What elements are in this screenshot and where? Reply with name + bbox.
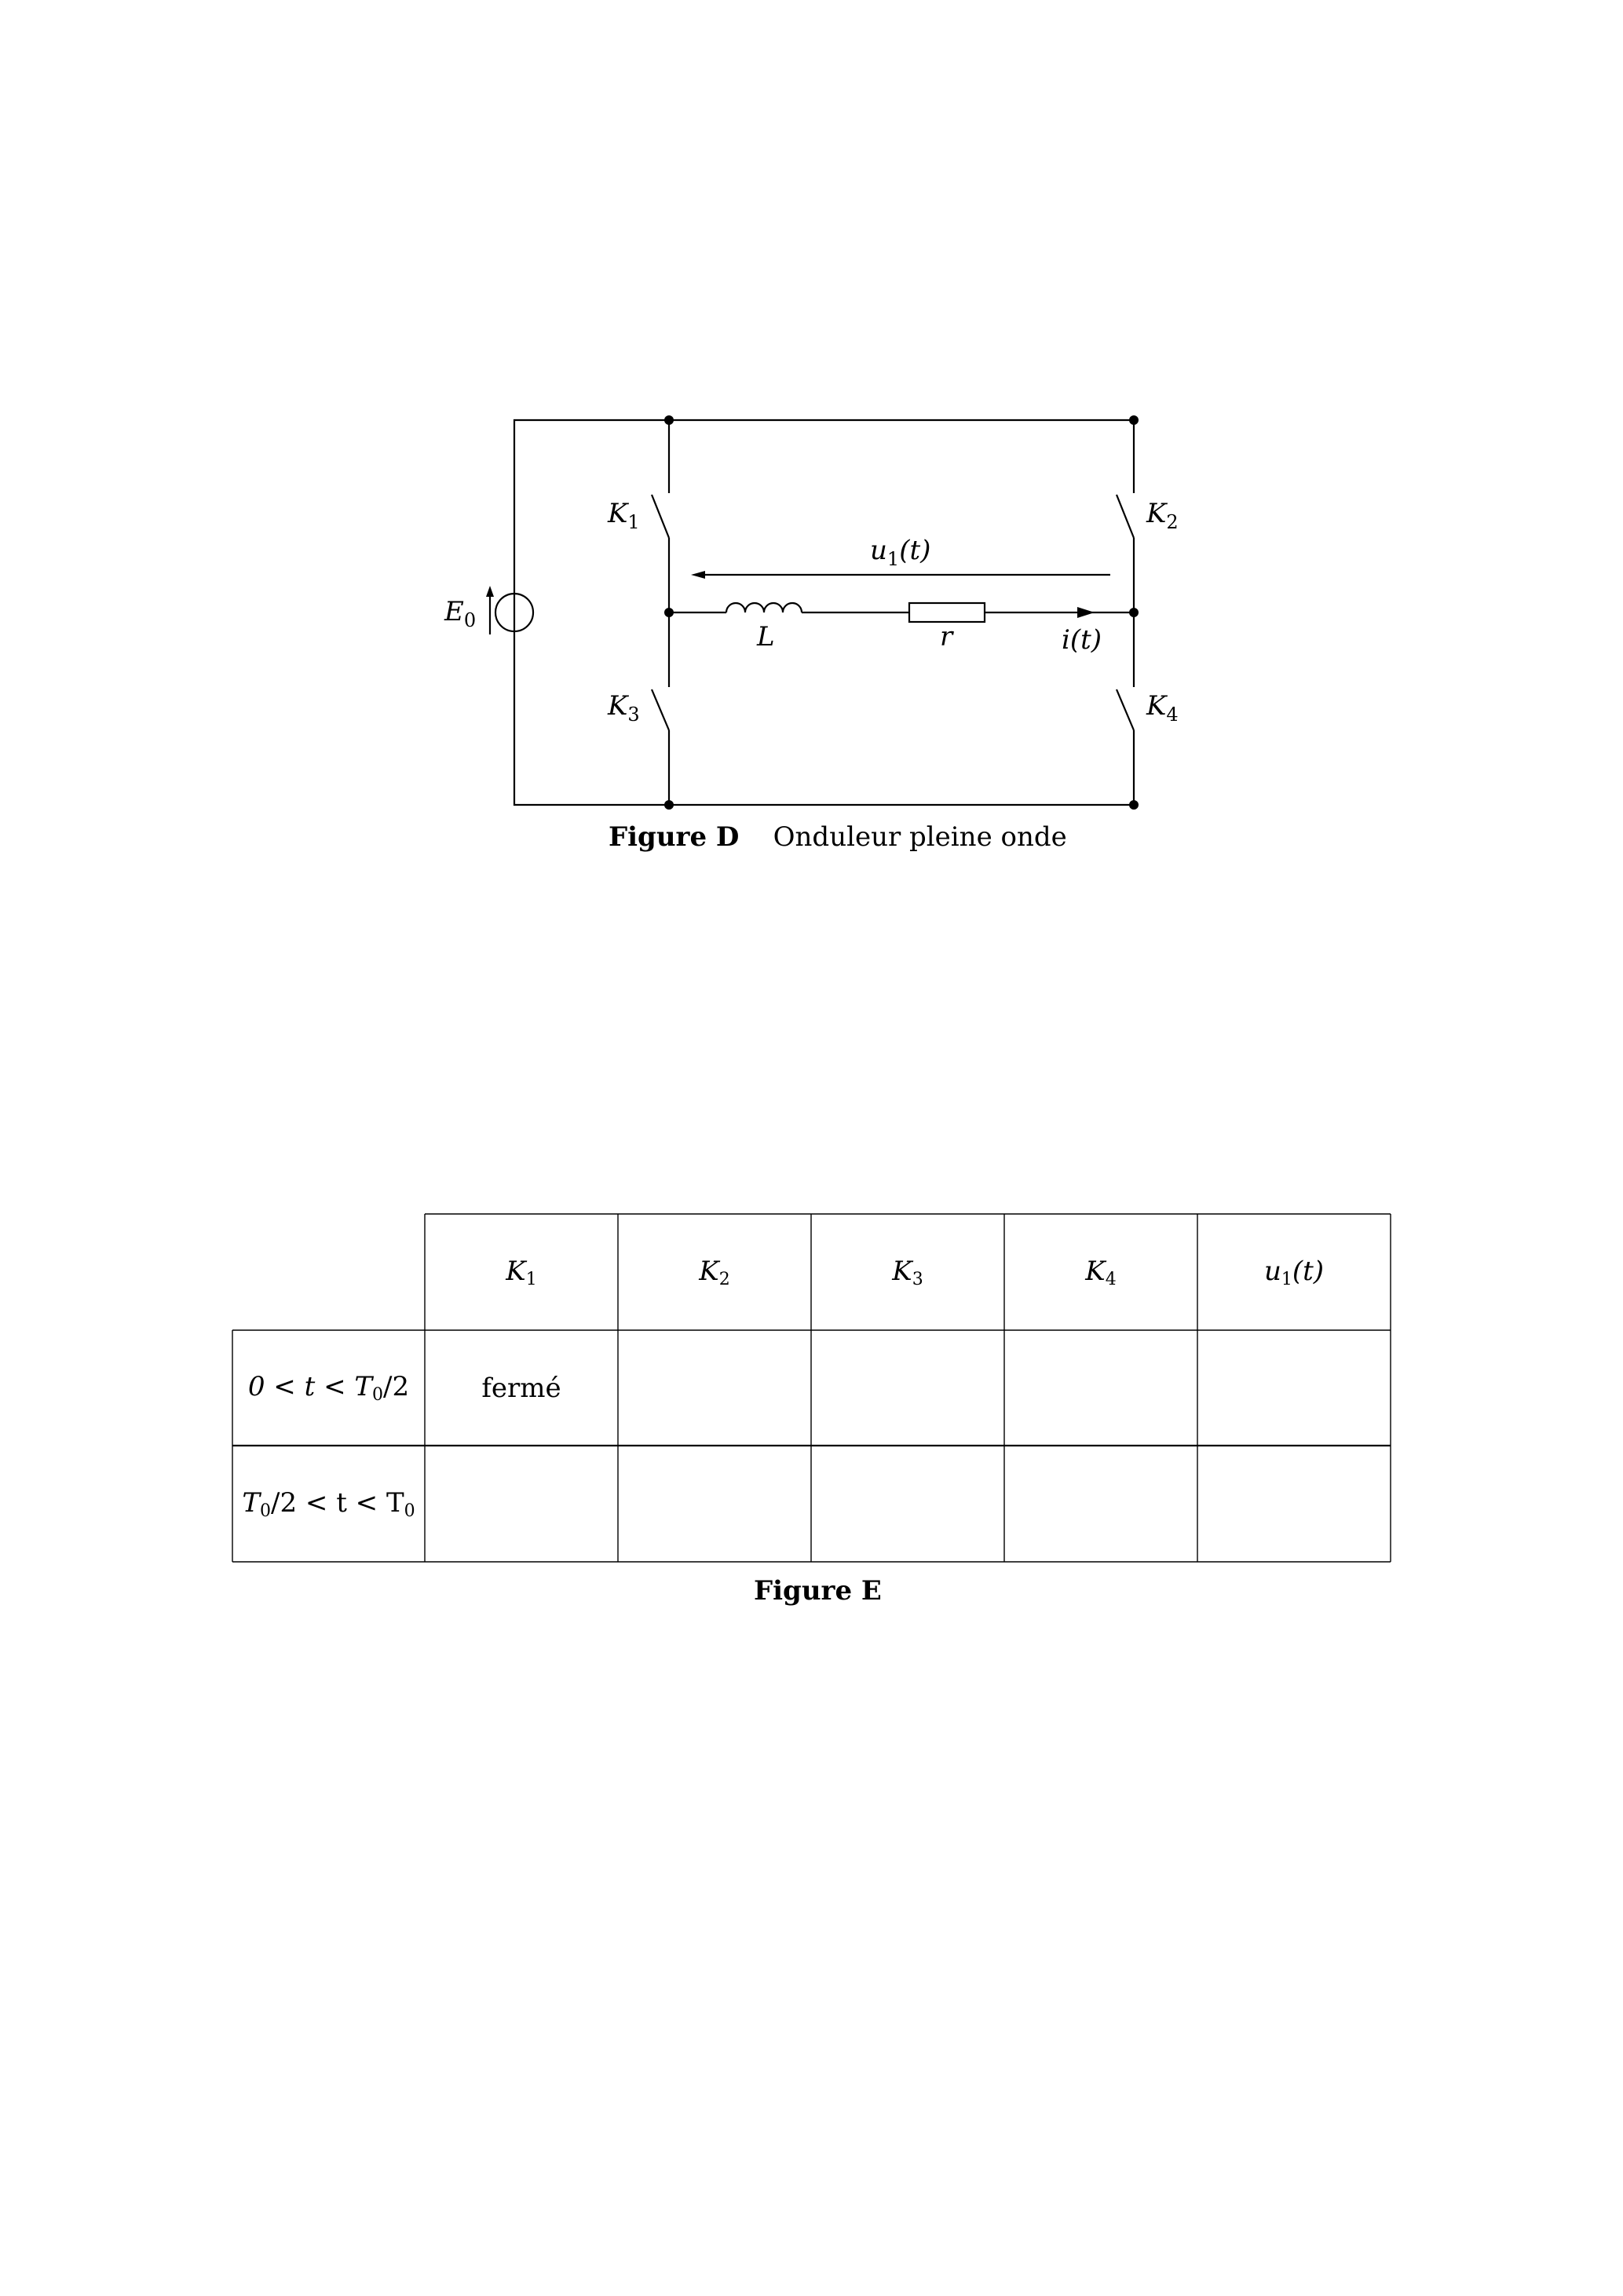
cell-r1-k1[interactable]: fermé — [481, 1372, 561, 1404]
inductor-coil — [726, 603, 802, 612]
label-k2: $K_2$ — [1146, 498, 1179, 533]
label-inductor: L — [757, 621, 775, 653]
current-arrowhead — [1077, 607, 1095, 618]
label-u1: $u_1(t)$ — [870, 535, 931, 570]
cell-r2-k1[interactable] — [425, 1446, 618, 1562]
k1-switch-blade — [652, 495, 669, 538]
cell-r2-k4[interactable] — [1004, 1446, 1197, 1562]
figure-e-caption: Figure E — [754, 1575, 882, 1607]
k2-switch-blade — [1117, 495, 1134, 538]
label-k3: $K_3$ — [608, 690, 640, 726]
k4-switch-blade — [1117, 689, 1134, 730]
source-wire — [514, 420, 669, 805]
label-e0: $E_0$ — [444, 596, 477, 631]
cell-r2-k3[interactable] — [811, 1446, 1004, 1562]
k3-switch-blade — [652, 689, 669, 730]
label-k1: $K_1$ — [608, 498, 640, 533]
figure-d-caption — [609, 821, 1067, 853]
label-current: i(t) — [1062, 624, 1102, 656]
node-mid-right — [1129, 608, 1139, 617]
figure-d-caption-label: Figure D — [609, 821, 740, 853]
table-header-k4: $K_4$ — [1085, 1255, 1117, 1289]
cell-r1-k2[interactable] — [618, 1330, 811, 1446]
node-bottom-left — [664, 800, 674, 810]
cell-r2-k2[interactable] — [618, 1446, 811, 1562]
cell-r2-u1[interactable] — [1197, 1446, 1391, 1562]
table-header-k1: $K_1$ — [506, 1255, 537, 1289]
resistor-body — [909, 603, 985, 622]
table-header-k2: $K_2$ — [699, 1255, 730, 1289]
node-top-left — [664, 415, 674, 425]
node-mid-left — [664, 608, 674, 617]
cell-r1-u1[interactable] — [1197, 1330, 1391, 1446]
table-header-k3: $K_3$ — [892, 1255, 923, 1289]
figure-d-caption-text: Onduleur pleine onde — [773, 821, 1067, 853]
node-bottom-right — [1129, 800, 1139, 810]
cell-r1-k3[interactable] — [811, 1330, 1004, 1446]
row-label-first-half: $0 < t < T_0/2$ — [247, 1371, 410, 1405]
node-top-right — [1129, 415, 1139, 425]
table-header-u1: $u_1(t)$ — [1263, 1255, 1325, 1289]
label-resistor: r — [940, 621, 953, 653]
label-k4: $K_4$ — [1146, 690, 1179, 726]
cell-r1-k4[interactable] — [1004, 1330, 1197, 1446]
row-label-second-half: $T_0/2 < t < T_0$ — [242, 1486, 415, 1521]
